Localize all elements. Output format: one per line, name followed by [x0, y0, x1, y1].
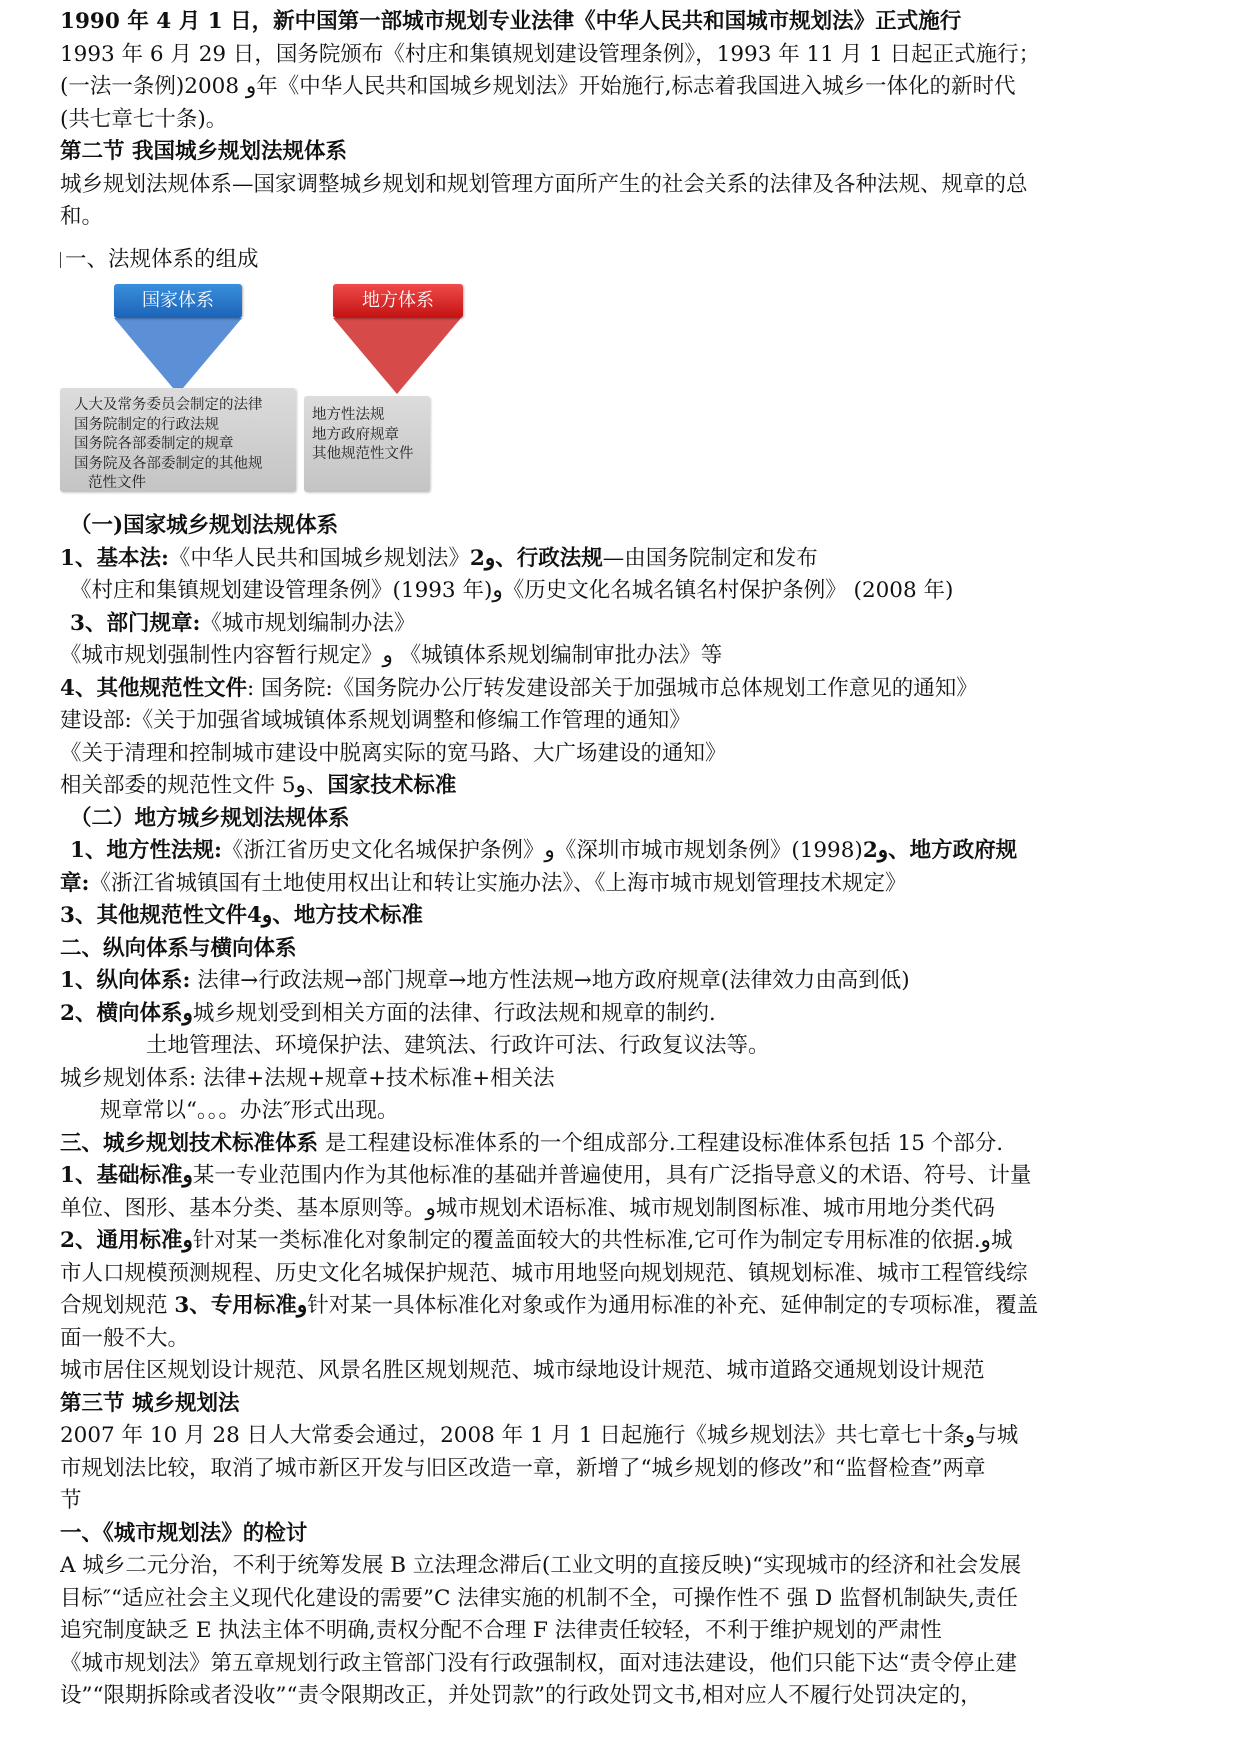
intro-line-2: 1993 年 6 月 29 日，国务院颁布《村庄和集镇规划建设管理条例》，1993 年 11 月 1 日起正式施行；: [60, 41, 1041, 67]
vertical-line-2: 2、横向体系ﻭ城乡规划受到相关方面的法律、行政法规和规章的制约.: [60, 1000, 716, 1026]
vertical-line-1: 1、纵向体系: 法律→行政法规→部门规章→地方性法规→地方政府规章(法律效力由高到低): [60, 968, 910, 993]
national-system-box: [60, 388, 296, 492]
section2-def-line-2: 和。: [60, 204, 104, 229]
national-line-4: 《城市规划强制性内容暂行规定》ﻭ 《城镇体系规划编制审批办法》等: [60, 643, 723, 668]
local-item: 其他规范性文件: [312, 446, 414, 462]
local-system-box: [304, 396, 430, 492]
local-title: （二）地方城乡规划法规体系: [70, 805, 350, 831]
local-line-2: 章:《浙江省城镇国有土地使用权出让和转让实施办法》、《上海市城市规划管理技术规定》: [60, 870, 907, 896]
intro-line-3: (一法一条例)2008 ﻭ年《中华人民共和国城乡规划法》开始施行,标志着我国进入城乡一体化的新时代: [60, 74, 1016, 99]
review-line-5: 设”“限期拆除或者没收”“责令限期改正，并处罚款”的行政处罚文书,相对应人不履行处罚决定的，: [60, 1683, 982, 1708]
review-line-2: 目标″“适应社会主义现代化建设的需要”C 法律实施的机制不全，可操作性不 强 D 监督机制缺失,责任: [60, 1585, 1018, 1611]
national-item: 人大及常务委员会制定的法律: [74, 397, 263, 413]
section2-sub1: [60, 244, 1190, 277]
vertical-line-5: 规章常以“。。。办法″形式出现。: [100, 1098, 399, 1123]
local-funnel-shape: [333, 318, 461, 394]
section3-title: 第三节 城乡规划法: [60, 1390, 240, 1416]
review-line-3: 追究制度缺乏 E 执法主体不明确,责权分配不合理 F 法律责任较轻，不利于维护规划的严肃性: [60, 1618, 942, 1643]
national-line-7: 《关于清理和控制城市建设中脱离实际的宽马路、大广场建设的通知》: [60, 740, 727, 766]
section2-title: 第二节 我国城乡规划法规体系: [60, 139, 347, 164]
national-item: 范性文件: [88, 475, 146, 491]
standards-title: 三、城乡规划技术标准体系 是工程建设标准体系的一个组成部分.工程建设标准体系包括 15 个部分.: [60, 1130, 1004, 1156]
national-line-1: 1、基本法:《中华人民共和国城乡规划法》2ﻭ、行政法规—由国务院制定和发布: [60, 545, 818, 571]
intro-line-4: (共七章七十条)。: [60, 106, 228, 132]
standards-basic-line-2: 单位、图形、基本分类、基本原则等。ﻭ城市规划术语标准、城市规划制图标准、城市用地分类代码: [60, 1195, 995, 1221]
standards-special-line-3: 城市居住区规划设计规范、风景名胜区规划规范、城市绿地设计规范、城市道路交通规划设计规范: [60, 1358, 985, 1383]
local-item: 地方政府规章: [312, 426, 399, 443]
section2-sub1-text: 一、法规体系的组成: [65, 246, 259, 272]
vertical-title: 二、纵向体系与横向体系: [60, 935, 297, 961]
intro-line-1: 1990 年 4 月 1 日，新中国第一部城市规划专业法律《中华人民共和国城市规划法》正式施行: [60, 9, 962, 34]
review-line-1: A 城乡二元分治，不利于统筹发展 B 立法理念滞后(工业文明的直接反映)“实现城市的经济和社会发展: [60, 1553, 1022, 1578]
national-line-6: 建设部:《关于加强省域城镇体系规划调整和修编工作管理的通知》: [60, 708, 691, 733]
document-page: [60, 6, 1190, 1713]
national-funnel-shape: [114, 318, 242, 394]
local-line-3: 3、其他规范性文件4ﻭ、地方技术标准: [60, 903, 423, 928]
section2-def-line-1: 城乡规划法规体系—国家调整城乡规划和规划管理方面所产生的社会关系的法律及各种法规、规章的总: [60, 171, 1028, 197]
national-system-header: 国家体系: [114, 284, 242, 318]
section3-para-line-1: 2007 年 10 月 28 日人大常委会通过，2008 年 1 月 1 日起施行《城乡规划法》共七章七十条ﻭ与城: [60, 1423, 1019, 1448]
vertical-line-4: 城乡规划体系: 法律+法规+规章+技术标准+相关法: [60, 1065, 555, 1091]
review-line-4: 《城市规划法》第五章规划行政主管部门没有行政强制权，面对违法建设，他们只能下达“责令停止建: [60, 1650, 1017, 1676]
national-item: 国务院及各部委制定的其他规: [74, 455, 263, 472]
margin-marker: [60, 252, 61, 268]
standards-general-line-2: 市人口规模预测规程、历史文化名城保护规范、城市用地竖向规划规范、镇规划标准、城市工程管线综: [60, 1260, 1028, 1286]
section3-sub1: 一、《城市规划法》的检讨: [60, 1520, 308, 1546]
standards-general-line-1: 2、通用标准ﻭ针对某一类标准化对象制定的覆盖面较大的共性标准,它可作为制定专用标准的依据.ﻭ城: [60, 1228, 1013, 1253]
vertical-line-3: 土地管理法、环境保护法、建筑法、行政许可法、行政复议法等。: [146, 1033, 770, 1058]
standards-basic-line-1: 1、基础标准ﻭ某一专业范围内作为其他标准的基础并普遍使用，具有广泛指导意义的术语、符号、计量: [60, 1163, 1032, 1188]
national-title: （一)国家城乡规划法规体系: [70, 513, 339, 538]
national-item: 国务院各部委制定的规章: [74, 436, 234, 452]
national-line-3: 3、部门规章:《城市规划编制办法》: [70, 610, 416, 636]
local-system-header: 地方体系: [333, 284, 463, 318]
local-item: 地方性法规: [312, 407, 385, 423]
national-line-5: 4、其他规范性文件: 国务院:《国务院办公厅转发建设部关于加强城市总体规划工作意见的通知》: [60, 675, 978, 701]
national-line-2: 《村庄和集镇规划建设管理条例》(1993 年)ﻭ《历史文化名城名镇名村保护条例》 (2008 年): [70, 578, 954, 603]
section3-para-line-2: 市规划法比较，取消了城市新区开发与旧区改造一章，新增了“城乡规划的修改”和“监督检查”两章: [60, 1455, 986, 1481]
national-line-8: 相关部委的规范性文件 5ﻭ、国家技术标准: [60, 773, 457, 798]
local-line-1: 1、地方性法规:《浙江省历史文化名城保护条例》ﻭ《深圳市城市规划条例》(1998)2ﻭ、地方政府规: [70, 838, 1018, 863]
national-item: 国务院制定的行政法规: [74, 416, 219, 433]
section3-para-line-3: 节: [60, 1488, 82, 1513]
standards-general-line-3: 合规划规范 3、专用标准ﻭ针对某一具体标准化对象或作为通用标准的补充、延伸制定的专项标准，覆盖: [60, 1293, 1039, 1318]
law-system-diagram: [60, 278, 1190, 510]
standards-special-line-2: 面一般不大。: [60, 1325, 190, 1351]
